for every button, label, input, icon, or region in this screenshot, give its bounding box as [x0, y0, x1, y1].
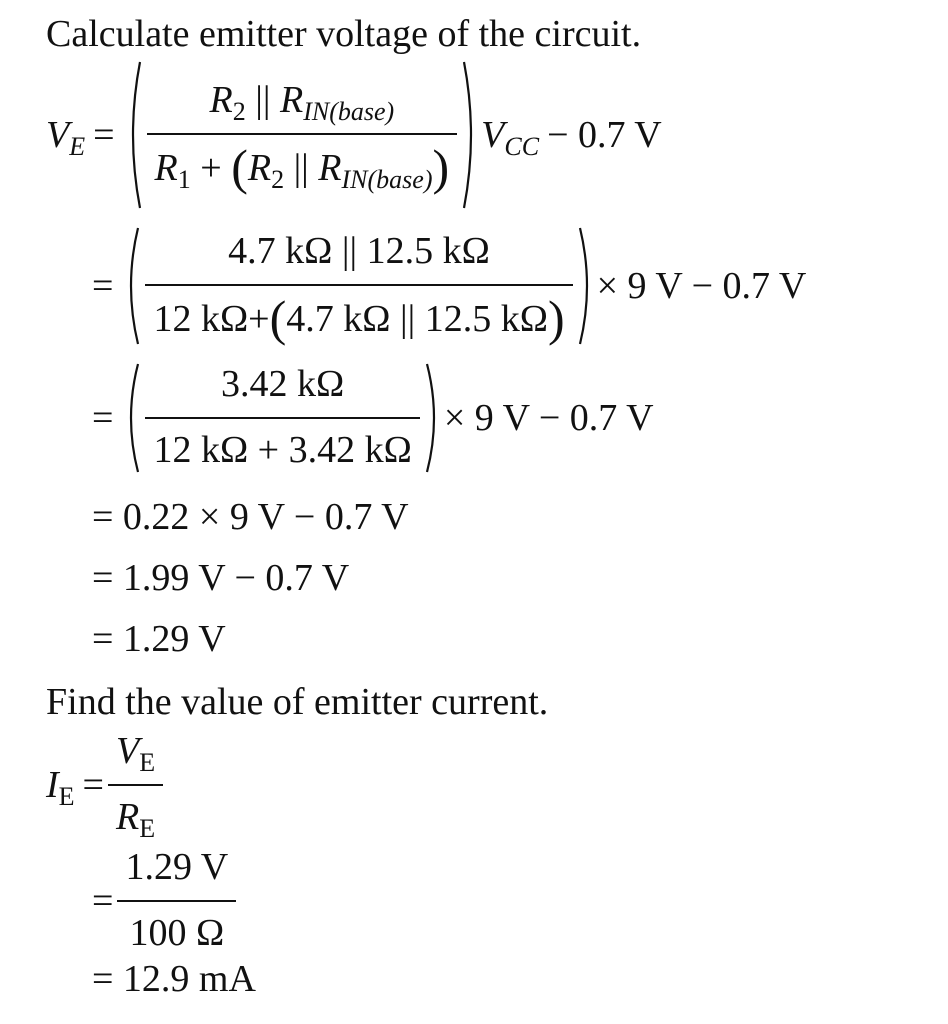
fraction-denominator: 100 Ω	[129, 912, 225, 954]
voltage-substitution-line	[92, 226, 806, 346]
equals-sign: =	[93, 114, 115, 156]
voltage-step-ratio: = 0.22 × 9 V − 0.7 V	[92, 496, 409, 538]
current-result: = 12.9 mA	[92, 958, 256, 1000]
equals-sign: =	[82, 764, 104, 806]
fraction-numerator: 1.29 V	[125, 846, 229, 889]
fraction-bar	[108, 784, 163, 786]
fraction-numerator: $R_2$ || $R_{IN(base)}$	[209, 79, 395, 127]
fraction-numerator: $V_E$	[115, 730, 156, 778]
voltage-formula-line	[46, 60, 662, 210]
left-big-paren	[123, 60, 143, 210]
fraction-denominator: 12 kΩ + 3.42 kΩ	[153, 429, 412, 471]
fraction-numerator: 4.7 kΩ || 12.5 kΩ	[228, 230, 490, 273]
equals-sign: =	[92, 880, 114, 922]
vcc-term: $V_{CC}$	[481, 114, 540, 161]
fraction-bar	[117, 900, 236, 902]
multiply-tail: × 9 V − 0.7 V	[596, 265, 807, 307]
equals-sign: =	[92, 265, 114, 307]
current-fraction	[117, 846, 236, 955]
left-big-paren	[121, 226, 141, 346]
right-big-paren	[424, 362, 444, 474]
simplified-fraction	[145, 363, 419, 472]
fraction-denominator: 12 kΩ+(4.7 kΩ || 12.5 kΩ)	[153, 290, 565, 346]
heading-emitter-current: Find the value of emitter current.	[46, 681, 549, 723]
voltage-step-product: = 1.99 V − 0.7 V	[92, 557, 350, 599]
right-big-paren	[461, 60, 481, 210]
lhs-ie: $I_E$	[46, 764, 75, 811]
right-big-paren	[577, 226, 597, 346]
ohms-law-fraction	[108, 730, 163, 843]
fraction-denominator: $R_E$	[115, 796, 156, 843]
fraction-numerator: 3.42 kΩ	[221, 363, 345, 406]
fraction-bar	[147, 133, 458, 135]
current-formula-line	[46, 730, 167, 843]
fraction-bar	[145, 284, 572, 286]
heading-emitter-voltage: Calculate emitter voltage of the circuit.	[46, 13, 642, 55]
voltage-simplified-line	[92, 362, 654, 474]
voltage-result: = 1.29 V	[92, 618, 226, 660]
lhs-ve: $V_E$	[46, 114, 86, 161]
current-substitution-line	[92, 846, 240, 956]
equals-sign: =	[92, 397, 114, 439]
fraction-bar	[145, 417, 419, 419]
voltage-divider-fraction	[147, 79, 458, 195]
substituted-fraction	[145, 230, 572, 346]
fraction-denominator: $R_1 + (R_2$ || $R_{IN(base)}$)	[154, 139, 450, 195]
left-big-paren	[121, 362, 141, 474]
minus-drop-term: − 0.7 V	[547, 114, 662, 156]
multiply-tail: × 9 V − 0.7 V	[443, 397, 654, 439]
